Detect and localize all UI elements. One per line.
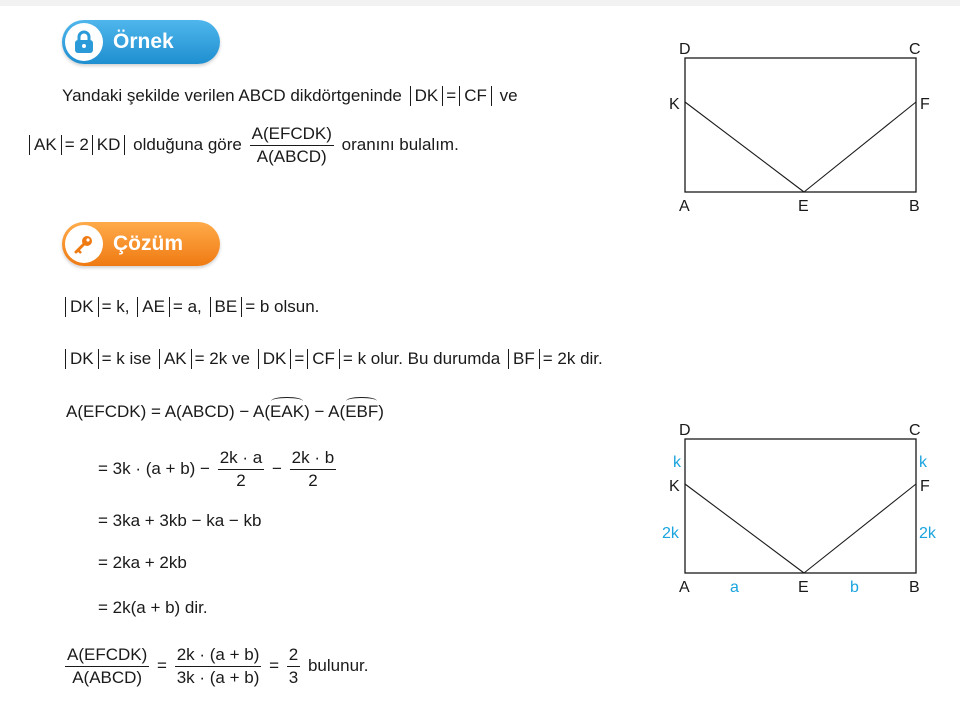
label-b: B [909, 198, 920, 215]
segment-ke [685, 102, 804, 192]
ratio-fraction [250, 124, 334, 167]
denominator: 3 [288, 668, 299, 687]
text: = [294, 349, 305, 368]
numerator: 2k · b [290, 448, 337, 470]
length-ak: 2k [662, 525, 679, 542]
rect-abcd [685, 58, 916, 192]
area-equation-part: A(EFCDK) = A(ABCD) − A( [66, 402, 271, 421]
abs-kd: KD [92, 135, 126, 155]
key-icon [65, 225, 103, 263]
length-bf: 2k [919, 525, 936, 542]
numerator: 2k · a [218, 448, 265, 470]
text: = k ise [101, 349, 152, 368]
text: = a, [172, 297, 202, 316]
numerator: A(EFCDK) [65, 645, 149, 667]
solution-line-7: = 2k(a + b) dir. [98, 598, 208, 617]
label-e: E [798, 579, 809, 596]
figure-rectangle-2 [655, 416, 950, 601]
fraction [175, 645, 262, 688]
text: = k olur. Bu durumda [342, 349, 501, 368]
numerator: 2k · (a + b) [175, 645, 262, 667]
example-badge [62, 20, 220, 64]
numerator: 2 [287, 645, 300, 667]
denominator: 2 [236, 471, 246, 490]
abs-dk: DK [65, 349, 99, 369]
solution-badge-label: Çözüm [113, 232, 183, 255]
abs-dk: DK [258, 349, 292, 369]
solution-line-6: = 2ka + 2kb [98, 553, 187, 572]
label-f: F [920, 96, 930, 113]
segment-ke [685, 484, 804, 573]
label-k: K [669, 96, 680, 113]
minus: − [271, 458, 282, 478]
abs-cf: CF [307, 349, 340, 369]
step-text: = 3k · (a + b) − [98, 458, 210, 478]
label-d: D [679, 422, 691, 439]
equals: = [269, 655, 280, 675]
equals-two: = 2 [64, 134, 89, 154]
fraction [218, 448, 265, 491]
length-dk: k [673, 454, 681, 471]
solution-line-8 [62, 645, 368, 688]
segment-ef [804, 102, 916, 192]
denominator: 2 [308, 471, 318, 490]
top-strip [0, 0, 960, 6]
segment-ef [804, 484, 916, 573]
abs-ak: AK [29, 135, 62, 155]
solution-line-1 [62, 296, 319, 318]
fraction [290, 448, 337, 491]
solution-line-4 [98, 448, 339, 491]
fraction [287, 645, 300, 688]
text: = 2k ve [194, 349, 250, 368]
solution-badge [62, 222, 220, 266]
figure-rectangle-1 [660, 34, 950, 219]
abs-bf: BF [508, 349, 540, 369]
find-text: oranını bulalım. [341, 134, 459, 154]
label-e: E [798, 198, 809, 215]
label-a: A [679, 198, 690, 215]
label-a: A [679, 579, 690, 596]
fraction [65, 645, 149, 688]
denominator: A(ABCD) [72, 668, 143, 687]
label-k: K [669, 478, 680, 495]
text: = 2k dir. [542, 349, 603, 368]
triangle-ebf: EBF [345, 402, 379, 421]
and-text: ve [499, 86, 518, 105]
length-eb: b [850, 579, 859, 596]
abs-dk: DK [410, 86, 444, 106]
problem-line-2 [26, 124, 459, 167]
given-text: olduğuna göre [133, 134, 242, 154]
result-text: bulunur. [307, 655, 369, 675]
abs-ak: AK [159, 349, 192, 369]
example-badge-label: Örnek [113, 30, 174, 53]
abs-ae: AE [137, 297, 170, 317]
abs-cf: CF [459, 86, 492, 106]
solution-line-3 [66, 401, 384, 423]
area-equation-part: ) − A( [304, 402, 346, 421]
rect-abcd [685, 439, 916, 573]
label-c: C [909, 422, 921, 439]
label-b: B [909, 579, 920, 596]
equals: = [446, 86, 457, 105]
lock-icon [65, 23, 103, 61]
ratio-denominator: A(ABCD) [256, 147, 327, 166]
problem-text: Yandaki şekilde verilen ABCD dikdörtgeninde [62, 86, 402, 105]
abs-be: BE [210, 297, 243, 317]
text: = b olsun. [245, 297, 320, 316]
equals: = [157, 655, 167, 675]
label-c: C [909, 41, 921, 58]
triangle-eak: EAK [270, 402, 305, 421]
area-equation-part: ) [378, 402, 384, 421]
label-d: D [679, 41, 691, 58]
label-f: F [920, 478, 930, 495]
ratio-numerator: A(EFCDK) [250, 124, 334, 146]
length-cf: k [919, 454, 927, 471]
abs-dk: DK [65, 297, 99, 317]
solution-line-2 [62, 348, 603, 370]
length-ae: a [730, 579, 739, 596]
solution-line-5: = 3ka + 3kb − ka − kb [98, 511, 262, 530]
denominator: 3k · (a + b) [176, 668, 260, 687]
text: = k, [101, 297, 130, 316]
problem-line-1 [62, 85, 518, 107]
